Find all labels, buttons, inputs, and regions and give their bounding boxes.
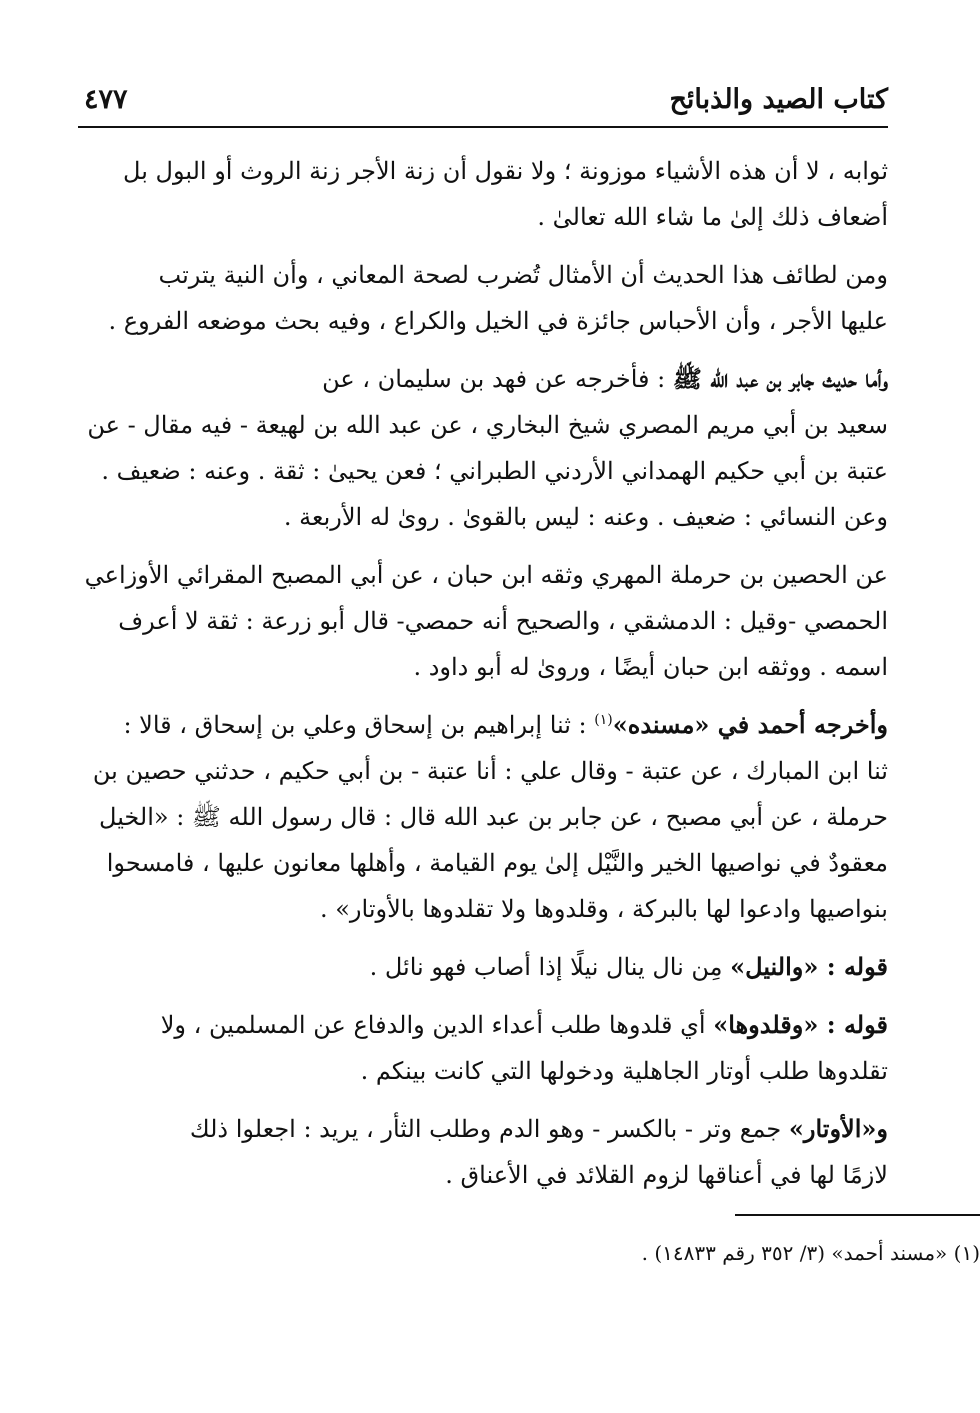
paragraph (78, 356, 888, 540)
text-line: لازمًا لها في أعناقها لزوم القلائد في الأعناق . (445, 1161, 888, 1189)
text-run: مِن نال ينال نيلًا إذا أصاب فهو نائل . (369, 953, 731, 981)
text-line: ومن لطائف هذا الحديث أن الأمثال تُضرب لصحة المعاني ، وأن النية يترتب (158, 261, 888, 289)
paragraph (78, 148, 888, 240)
text-line: حرملة ، عن أبي مصبح ، عن جابر بن عبد الله قال : قال رسول الله ﷺ : «الخيل (99, 803, 888, 831)
text-line (78, 1106, 888, 1152)
chapter-title: كتاب الصيد والذبائح (669, 84, 888, 115)
text-line (78, 944, 888, 990)
paragraph (78, 552, 888, 690)
paragraph-lead: وأما حديث جابر بن عبد الله ﷺ (672, 364, 888, 393)
text-run: جمع وتر - بالكسر - وهو الدم وطلب الثأر ، يريد : اجعلوا ذلك (189, 1115, 789, 1143)
text-line: تقلدوها طلب أوتار الجاهلية ودخولها التي كانت بينكم . (360, 1057, 888, 1085)
footnote-marker: (١) (594, 712, 613, 728)
footnote: (١) «مسند أحمد» (٣/ ٣٥٢ رقم ١٤٨٣٣) . (641, 1241, 980, 1265)
page-number: ٤٧٧ (84, 84, 128, 115)
text-line: معقودٌ في نواصيها الخير والنَّيْل إلىٰ يوم القيامة ، وأهلها معانون عليها ، فامسحوا (106, 849, 888, 877)
paragraph-lead: و«الأوتار» (788, 1114, 888, 1143)
text-line: عليها الأجر ، وأن الأحباس جائزة في الخيل والكراع ، وفيه بحث موضعه الفروع . (108, 307, 888, 335)
body-text (78, 148, 888, 1198)
text-line: عن الحصين بن حرملة المهري وثقه ابن حبان ، عن أبي المصبح المقرائي الأوزاعي (84, 561, 888, 589)
page-header (78, 76, 888, 128)
text-run: أي قلدوها طلب أعداء الدين والدفاع عن المسلمين ، ولا (160, 1011, 714, 1039)
footnote-separator (735, 1214, 980, 1216)
text-line (78, 356, 888, 402)
paragraph (78, 944, 888, 990)
paragraph (78, 1106, 888, 1198)
text-line: اسمه . ووثقه ابن حبان أيضًا ، وروىٰ له أبو داود . (413, 653, 888, 681)
text-line: ثنا ابن المبارك ، عن عتبة - وقال علي : أنا عتبة - بن أبي حكيم ، حدثني حصين بن (92, 757, 888, 785)
text-line (78, 702, 888, 748)
book-page (78, 76, 888, 1210)
paragraph (78, 1002, 888, 1094)
paragraph-lead: قوله : «وقلدوها» (713, 1010, 888, 1039)
paragraph-lead: قوله : «والنيل» (730, 952, 888, 981)
text-line (78, 1002, 888, 1048)
text-run: : ثنا إبراهيم بن إسحاق وعلي بن إسحاق ، قالا : (123, 711, 595, 739)
text-line: وعن النسائي : ضعيف . وعنه : ليس بالقوىٰ . روىٰ له الأربعة . (283, 503, 888, 531)
paragraph-lead: وأخرجه أحمد في «مسنده» (612, 710, 888, 739)
text-line: بنواصيها وادعوا لها بالبركة ، وقلدوها ولا تقلدوها بالأوتار» . (319, 895, 888, 923)
text-line: الحمصي -وقيل : الدمشقي ، والصحيح أنه حمصي- قال أبو زرعة : ثقة لا أعرف (118, 607, 888, 635)
text-line: أضعاف ذلك إلىٰ ما شاء الله تعالىٰ . (537, 203, 888, 231)
text-line: ثوابه ، لا أن هذه الأشياء موزونة ؛ ولا نقول أن زنة الأجر زنة الروث أو البول بل (123, 157, 888, 185)
text-run: : فأخرجه عن فهد بن سليمان ، عن (322, 365, 673, 393)
paragraph (78, 252, 888, 344)
paragraph (78, 702, 888, 932)
text-line: سعيد بن أبي مريم المصري شيخ البخاري ، عن عبد الله بن لهيعة - فيه مقال - عن (87, 411, 888, 439)
text-line: عتبة بن أبي حكيم الهمداني الأردني الطبراني ؛ فعن يحيىٰ : ثقة . وعنه : ضعيف . (101, 457, 888, 485)
